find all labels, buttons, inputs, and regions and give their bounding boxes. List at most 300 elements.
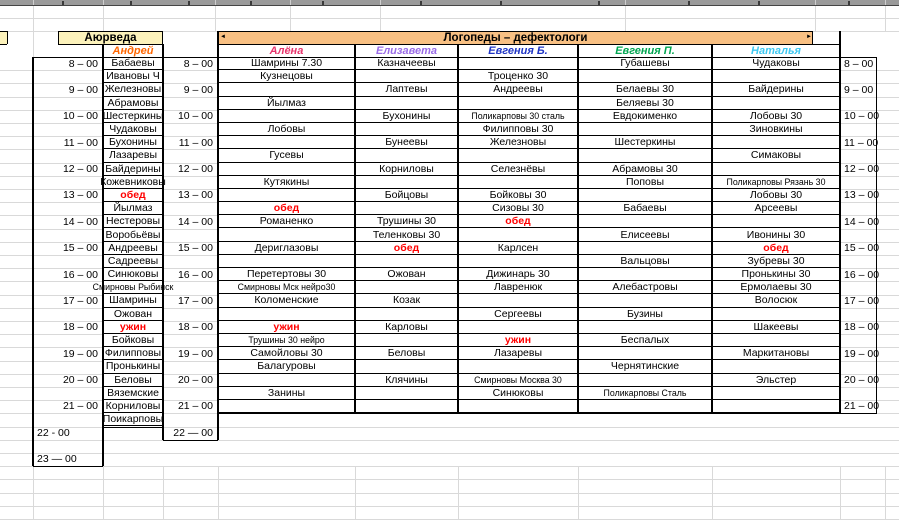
schedule-cell[interactable] <box>712 242 840 255</box>
schedule-cell[interactable] <box>355 228 458 241</box>
schedule-cell[interactable] <box>578 294 712 307</box>
schedule-cell-text: Симаковы <box>750 149 802 162</box>
schedule-cell[interactable] <box>103 387 163 400</box>
strip-letter-mark <box>688 1 690 5</box>
schedule-cell[interactable] <box>103 268 163 281</box>
schedule-cell[interactable] <box>578 347 712 360</box>
schedule-cell[interactable] <box>458 400 578 413</box>
schedule-cell[interactable] <box>218 228 355 241</box>
schedule-cell[interactable] <box>712 110 840 123</box>
time-cell[interactable] <box>33 347 103 360</box>
time-cell[interactable] <box>840 83 899 96</box>
schedule-cell[interactable] <box>103 70 163 83</box>
schedule-cell[interactable] <box>218 347 355 360</box>
schedule-cell[interactable] <box>103 400 163 413</box>
schedule-cell[interactable] <box>712 176 840 189</box>
time-label: 16 – 00 <box>177 268 213 281</box>
schedule-cell[interactable] <box>458 136 578 149</box>
time-label: 22 — 00 <box>173 426 213 439</box>
schedule-cell-text: Поповы <box>625 175 665 188</box>
schedule-cell[interactable] <box>355 308 458 321</box>
schedule-cell[interactable] <box>218 374 355 387</box>
schedule-cell[interactable] <box>578 83 712 96</box>
schedule-cell[interactable] <box>218 189 355 202</box>
schedule-cell[interactable] <box>103 83 163 96</box>
schedule-cell[interactable] <box>712 268 840 281</box>
schedule-cell[interactable] <box>458 281 578 294</box>
time-cell[interactable] <box>840 136 899 149</box>
schedule-cell[interactable] <box>712 321 840 334</box>
schedule-cell[interactable] <box>712 374 840 387</box>
schedule-cell[interactable] <box>712 308 840 321</box>
schedule-cell[interactable] <box>218 255 355 268</box>
time-cell[interactable] <box>163 123 218 136</box>
schedule-cell[interactable] <box>578 228 712 241</box>
schedule-cell[interactable] <box>458 374 578 387</box>
schedule-cell[interactable] <box>458 308 578 321</box>
schedule-cell[interactable] <box>218 242 355 255</box>
time-cell[interactable] <box>840 70 899 83</box>
staff-header-3[interactable] <box>355 44 458 57</box>
time-cell[interactable] <box>840 334 899 347</box>
schedule-cell[interactable] <box>712 281 840 294</box>
schedule-cell[interactable] <box>103 255 163 268</box>
schedule-cell[interactable] <box>103 228 163 241</box>
time-cell[interactable] <box>163 360 218 373</box>
schedule-cell[interactable] <box>712 123 840 136</box>
strip-separator <box>885 0 886 5</box>
time-cell[interactable] <box>840 308 899 321</box>
time-cell[interactable] <box>33 97 103 110</box>
time-cell[interactable] <box>33 294 103 307</box>
time-cell[interactable] <box>33 242 103 255</box>
time-cell[interactable] <box>163 176 218 189</box>
time-cell[interactable] <box>33 255 103 268</box>
schedule-cell[interactable] <box>355 70 458 83</box>
time-cell[interactable] <box>163 70 218 83</box>
schedule-cell[interactable] <box>458 294 578 307</box>
time-column-middle <box>163 57 218 440</box>
time-cell[interactable] <box>33 308 103 321</box>
schedule-cell[interactable] <box>578 308 712 321</box>
schedule-cell[interactable] <box>355 255 458 268</box>
schedule-cell[interactable] <box>458 70 578 83</box>
time-cell[interactable] <box>840 347 899 360</box>
schedule-cell[interactable] <box>218 360 355 373</box>
schedule-cell[interactable] <box>355 57 458 70</box>
schedule-cell[interactable] <box>355 268 458 281</box>
schedule-cell[interactable] <box>458 202 578 215</box>
schedule-cell[interactable] <box>578 57 712 70</box>
time-cell[interactable] <box>840 97 899 110</box>
time-label: 16 – 00 <box>62 268 98 281</box>
time-cell[interactable] <box>33 334 103 347</box>
schedule-cell[interactable] <box>355 281 458 294</box>
time-cell[interactable] <box>163 202 218 215</box>
staff-header-1[interactable] <box>103 44 163 57</box>
schedule-cell[interactable] <box>103 110 163 123</box>
schedule-cell[interactable] <box>355 176 458 189</box>
time-cell[interactable] <box>33 123 103 136</box>
schedule-cell[interactable] <box>578 136 712 149</box>
schedule-cell[interactable] <box>103 97 163 110</box>
schedule-cell[interactable] <box>355 374 458 387</box>
schedule-cell[interactable] <box>458 176 578 189</box>
schedule-cell[interactable] <box>458 163 578 176</box>
time-cell[interactable] <box>840 215 899 228</box>
schedule-cell[interactable] <box>218 334 355 347</box>
schedule-cell[interactable] <box>355 347 458 360</box>
schedule-cell[interactable] <box>103 242 163 255</box>
schedule-cell[interactable] <box>578 255 712 268</box>
schedule-cell[interactable] <box>355 149 458 162</box>
time-label: 12 – 00 <box>177 163 213 176</box>
schedule-cell[interactable] <box>218 294 355 307</box>
time-cell[interactable] <box>840 294 899 307</box>
schedule-cell[interactable] <box>578 215 712 228</box>
schedule-cell[interactable] <box>458 321 578 334</box>
time-label: 17 – 00 <box>62 294 98 307</box>
time-cell[interactable] <box>840 149 899 162</box>
schedule-cell[interactable] <box>355 294 458 307</box>
time-cell[interactable] <box>33 215 103 228</box>
schedule-cell[interactable] <box>103 321 163 334</box>
time-cell[interactable] <box>33 426 103 439</box>
schedule-cell[interactable] <box>355 321 458 334</box>
time-cell[interactable] <box>163 97 218 110</box>
schedule-cell[interactable] <box>578 110 712 123</box>
schedule-cell[interactable] <box>355 110 458 123</box>
schedule-cell[interactable] <box>103 374 163 387</box>
schedule-cell-text: Йылмаз <box>267 96 306 109</box>
schedule-cell-text: Козак <box>392 294 421 307</box>
time-cell[interactable] <box>33 453 103 466</box>
schedule-cell[interactable] <box>458 360 578 373</box>
time-cell[interactable] <box>33 360 103 373</box>
staff-header-5[interactable] <box>578 44 712 57</box>
schedule-cell[interactable] <box>103 334 163 347</box>
schedule-cell[interactable] <box>458 387 578 400</box>
time-cell[interactable] <box>163 149 218 162</box>
schedule-cell[interactable] <box>355 387 458 400</box>
schedule-cell[interactable] <box>458 123 578 136</box>
time-cell[interactable] <box>840 360 899 373</box>
time-cell[interactable] <box>33 57 103 70</box>
time-cell[interactable] <box>33 176 103 189</box>
time-cell[interactable] <box>33 136 103 149</box>
schedule-cell[interactable] <box>218 268 355 281</box>
schedule-cell[interactable] <box>218 97 355 110</box>
schedule-cell[interactable] <box>103 360 163 373</box>
schedule-cell[interactable] <box>578 400 712 413</box>
schedule-cell[interactable] <box>218 321 355 334</box>
schedule-cell[interactable] <box>103 413 163 426</box>
schedule-cell[interactable] <box>218 83 355 96</box>
schedule-cell[interactable] <box>103 123 163 136</box>
gridline <box>380 5 381 31</box>
schedule-cell[interactable] <box>218 387 355 400</box>
schedule-cell-text: Железновы <box>104 83 162 96</box>
schedule-cell[interactable] <box>103 57 163 70</box>
time-cell[interactable] <box>33 163 103 176</box>
schedule-cell[interactable] <box>458 268 578 281</box>
time-cell[interactable] <box>163 294 218 307</box>
time-cell[interactable] <box>33 268 103 281</box>
time-cell[interactable] <box>163 83 218 96</box>
schedule-cell[interactable] <box>578 387 712 400</box>
schedule-cell[interactable] <box>92 281 174 294</box>
schedule-cell[interactable] <box>712 215 840 228</box>
schedule-cell[interactable] <box>458 57 578 70</box>
table-border <box>457 44 459 414</box>
time-cell[interactable] <box>840 281 899 294</box>
schedule-cell[interactable] <box>355 163 458 176</box>
schedule-cell[interactable] <box>458 189 578 202</box>
time-cell[interactable] <box>33 228 103 241</box>
schedule-cell[interactable] <box>578 281 712 294</box>
time-cell[interactable] <box>163 413 218 426</box>
schedule-cell[interactable] <box>712 149 840 162</box>
schedule-cell-text: Бунеевы <box>385 136 428 149</box>
schedule-cell[interactable] <box>103 215 163 228</box>
time-cell[interactable] <box>163 334 218 347</box>
schedule-cell[interactable] <box>712 57 840 70</box>
time-cell[interactable] <box>163 57 218 70</box>
schedule-cell[interactable] <box>218 163 355 176</box>
time-cell[interactable] <box>840 255 899 268</box>
schedule-cell-text: Железновы <box>489 136 547 149</box>
schedule-cell[interactable] <box>712 334 840 347</box>
schedule-cell-text: Беловы <box>114 373 152 386</box>
group-header-ayurveda[interactable] <box>58 31 163 44</box>
time-cell[interactable] <box>840 228 899 241</box>
schedule-cell[interactable] <box>218 70 355 83</box>
schedule-cell[interactable] <box>578 189 712 202</box>
schedule-cell[interactable] <box>458 149 578 162</box>
schedule-cell[interactable] <box>218 149 355 162</box>
time-cell[interactable] <box>840 387 899 400</box>
schedule-cell[interactable] <box>712 347 840 360</box>
time-cell[interactable] <box>33 321 103 334</box>
time-label: 19 – 00 <box>844 347 880 360</box>
time-cell[interactable] <box>840 242 899 255</box>
schedule-cell-text: Дижинарь 30 <box>486 268 550 281</box>
time-cell[interactable] <box>840 163 899 176</box>
time-cell[interactable] <box>163 374 218 387</box>
schedule-cell[interactable] <box>712 228 840 241</box>
time-cell[interactable] <box>163 228 218 241</box>
schedule-cell[interactable] <box>458 110 578 123</box>
group-header-logopedy[interactable] <box>218 31 813 44</box>
time-cell[interactable] <box>163 189 218 202</box>
schedule-cell[interactable] <box>103 136 163 149</box>
time-cell[interactable] <box>840 189 899 202</box>
time-cell[interactable] <box>163 347 218 360</box>
schedule-cell[interactable] <box>458 97 578 110</box>
time-cell[interactable] <box>840 110 899 123</box>
schedule-cell[interactable] <box>103 163 163 176</box>
time-cell[interactable] <box>840 176 899 189</box>
schedule-cell[interactable] <box>458 347 578 360</box>
schedule-cell[interactable] <box>355 334 458 347</box>
staff-column-1 <box>92 57 174 427</box>
schedule-cell[interactable] <box>218 57 355 70</box>
strip-separator <box>215 0 216 5</box>
schedule-cell-text: Абрамовы 30 <box>612 162 678 175</box>
schedule-cell[interactable] <box>218 308 355 321</box>
schedule-cell[interactable] <box>355 360 458 373</box>
time-cell[interactable] <box>33 374 103 387</box>
schedule-cell[interactable] <box>712 83 840 96</box>
schedule-cell[interactable] <box>355 202 458 215</box>
time-label: 16 – 00 <box>844 268 880 281</box>
schedule-cell-text: Вальцовы <box>620 254 670 267</box>
schedule-cell[interactable] <box>712 387 840 400</box>
schedule-cell[interactable] <box>458 215 578 228</box>
schedule-cell[interactable] <box>218 400 355 413</box>
schedule-cell[interactable] <box>712 400 840 413</box>
schedule-cell[interactable] <box>218 215 355 228</box>
staff-name-label: Андрей <box>112 44 154 57</box>
schedule-cell[interactable] <box>355 123 458 136</box>
schedule-cell-text: Чудаковы <box>109 123 157 136</box>
schedule-cell[interactable] <box>712 136 840 149</box>
schedule-cell[interactable] <box>578 321 712 334</box>
schedule-cell[interactable] <box>218 110 355 123</box>
schedule-cell[interactable] <box>712 163 840 176</box>
schedule-cell[interactable] <box>355 97 458 110</box>
staff-header-4[interactable] <box>458 44 578 57</box>
schedule-cell[interactable] <box>578 268 712 281</box>
schedule-cell[interactable] <box>103 202 163 215</box>
schedule-cell[interactable] <box>712 97 840 110</box>
schedule-cell[interactable] <box>712 70 840 83</box>
time-cell[interactable] <box>33 149 103 162</box>
schedule-cell[interactable] <box>355 136 458 149</box>
schedule-cell[interactable] <box>218 176 355 189</box>
time-cell[interactable] <box>33 413 103 426</box>
time-cell[interactable] <box>163 400 218 413</box>
time-label: 8 – 00 <box>844 57 874 70</box>
schedule-cell-text: Кутякины <box>263 175 310 188</box>
time-cell[interactable] <box>163 426 218 439</box>
time-cell[interactable] <box>33 400 103 413</box>
time-cell[interactable] <box>840 123 899 136</box>
time-cell[interactable] <box>840 374 899 387</box>
gridline <box>578 467 579 520</box>
schedule-cell[interactable] <box>355 400 458 413</box>
schedule-cell[interactable] <box>578 176 712 189</box>
schedule-cell[interactable] <box>103 189 163 202</box>
time-cell[interactable] <box>33 189 103 202</box>
time-cell[interactable] <box>33 110 103 123</box>
table-border <box>812 31 813 44</box>
schedule-cell[interactable] <box>578 360 712 373</box>
schedule-cell[interactable] <box>355 83 458 96</box>
schedule-cell[interactable] <box>578 163 712 176</box>
time-cell[interactable] <box>163 242 218 255</box>
time-cell[interactable] <box>33 70 103 83</box>
schedule-cell-text: Пронькины <box>105 360 161 373</box>
schedule-cell[interactable] <box>100 175 166 189</box>
time-cell[interactable] <box>840 321 899 334</box>
schedule-cell-text: Эльстер <box>755 373 797 386</box>
schedule-cell-text: Евдокименко <box>612 109 678 122</box>
schedule-cell[interactable] <box>712 202 840 215</box>
time-cell[interactable] <box>163 136 218 149</box>
schedule-cell[interactable] <box>103 308 163 321</box>
schedule-cell[interactable] <box>103 347 163 360</box>
schedule-cell[interactable] <box>578 123 712 136</box>
gridline <box>0 506 899 507</box>
schedule-cell[interactable] <box>218 123 355 136</box>
schedule-cell[interactable] <box>218 136 355 149</box>
time-cell[interactable] <box>840 57 899 70</box>
staff-name-label: Евгения П. <box>615 44 675 57</box>
schedule-cell[interactable] <box>218 202 355 215</box>
schedule-cell[interactable] <box>712 360 840 373</box>
schedule-cell[interactable] <box>458 228 578 241</box>
gridline <box>355 467 356 520</box>
schedule-cell[interactable] <box>458 242 578 255</box>
schedule-cell[interactable] <box>355 189 458 202</box>
time-cell[interactable] <box>33 202 103 215</box>
time-cell[interactable] <box>163 110 218 123</box>
schedule-cell-text: Зиновкины <box>749 123 803 136</box>
schedule-cell[interactable] <box>218 281 355 294</box>
staff-header-6[interactable] <box>712 44 840 57</box>
schedule-cell[interactable] <box>578 242 712 255</box>
time-cell[interactable] <box>163 387 218 400</box>
schedule-cell[interactable] <box>578 70 712 83</box>
schedule-cell[interactable] <box>458 334 578 347</box>
schedule-cell[interactable] <box>712 255 840 268</box>
schedule-cell[interactable] <box>712 189 840 202</box>
schedule-cell[interactable] <box>458 83 578 96</box>
time-cell[interactable] <box>840 400 899 413</box>
time-label: 17 – 00 <box>177 294 213 307</box>
schedule-cell[interactable] <box>578 202 712 215</box>
schedule-cell[interactable] <box>578 97 712 110</box>
schedule-cell-text: Алебастровы <box>612 281 678 294</box>
time-cell[interactable] <box>840 202 899 215</box>
staff-header-2[interactable] <box>218 44 355 57</box>
schedule-cell[interactable] <box>103 294 163 307</box>
schedule-cell[interactable] <box>578 334 712 347</box>
time-label: 18 – 00 <box>62 321 98 334</box>
schedule-cell[interactable] <box>355 242 458 255</box>
schedule-cell[interactable] <box>355 215 458 228</box>
schedule-cell[interactable] <box>458 255 578 268</box>
time-cell[interactable] <box>163 215 218 228</box>
time-cell[interactable] <box>163 321 218 334</box>
schedule-cell[interactable] <box>103 149 163 162</box>
time-cell[interactable] <box>840 268 899 281</box>
time-cell[interactable] <box>163 308 218 321</box>
time-cell[interactable] <box>33 387 103 400</box>
schedule-cell-text: Сергеевы <box>494 307 542 320</box>
time-cell[interactable] <box>33 439 103 452</box>
schedule-cell[interactable] <box>578 149 712 162</box>
time-cell[interactable] <box>163 255 218 268</box>
schedule-cell[interactable] <box>712 294 840 307</box>
time-cell[interactable] <box>163 163 218 176</box>
schedule-cell-text: Бойковы 30 <box>489 188 547 201</box>
time-cell[interactable] <box>33 83 103 96</box>
schedule-cell[interactable] <box>578 374 712 387</box>
gridline <box>0 479 899 480</box>
time-cell[interactable] <box>163 268 218 281</box>
